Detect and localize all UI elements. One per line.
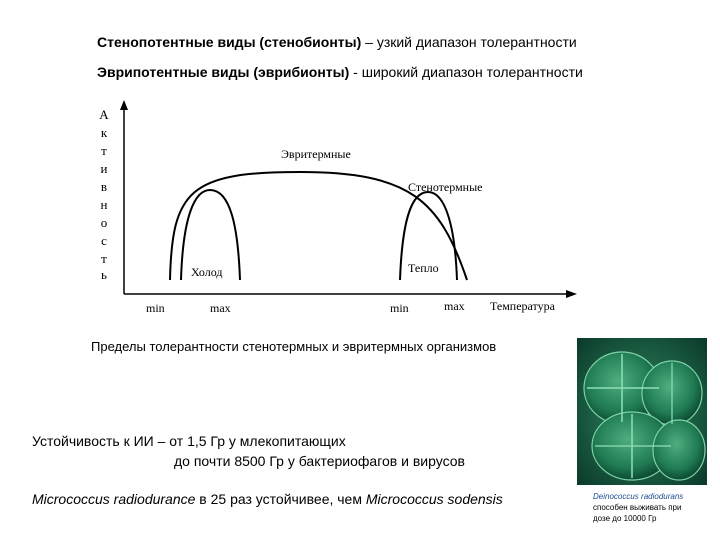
stenothermal-label: Стенотермные: [408, 180, 483, 194]
eury-term: Эврипотентные виды (эврибионты): [97, 64, 350, 80]
diagram-caption: Пределы толерантности стенотермных и эвритермных организмов: [91, 339, 497, 354]
steno-term: Стенопотентные виды (стенобионты): [97, 34, 362, 50]
micrococcus-radiodurance: Micrococcus radiodurance: [32, 491, 196, 507]
caption-species: Deinococcus radiodurans: [593, 492, 684, 501]
caption-line-2: способен выживать при: [593, 503, 682, 512]
x-axis-label: Температура: [490, 299, 555, 313]
tick-min-cold: min: [146, 301, 165, 315]
eury-description: - широкий диапазон толерантности: [349, 64, 583, 80]
eurythermal-label: Эвритермные: [281, 147, 351, 161]
y-letter: ь: [101, 267, 107, 282]
cold-label: Холод: [191, 265, 223, 279]
micrococcus-comparison: [32, 491, 503, 507]
resistance-line-2: до почти 8500 Гр у бактериофагов и вирусов: [174, 453, 465, 469]
y-letter: А: [99, 107, 109, 122]
micrograph-caption: [593, 491, 713, 524]
y-letter: о: [100, 215, 108, 230]
y-letter: н: [100, 197, 108, 212]
tick-max-warm: max: [444, 299, 465, 313]
caption-line-3: дозе до 10000 Гр: [593, 514, 657, 523]
tick-max-cold: max: [210, 301, 231, 315]
y-letter: т: [101, 143, 107, 158]
steno-description: – узкий диапазон толерантности: [361, 34, 577, 50]
comparison-text: в 25 раз устойчивее, чем: [195, 491, 366, 507]
cell-shape: [653, 420, 705, 480]
y-letter: к: [100, 125, 108, 140]
y-letter: в: [100, 179, 108, 194]
micrococcus-sodensis: Micrococcus sodensis: [365, 491, 503, 507]
y-letter: и: [100, 161, 108, 176]
micrograph-drawing: [577, 338, 707, 485]
y-axis-arrow: [120, 100, 128, 110]
y-letter: с: [101, 233, 107, 248]
x-axis-arrow: [566, 290, 577, 298]
deinococcus-micrograph: [577, 338, 707, 485]
y-axis-label: [99, 107, 109, 282]
warm-label: Тепло: [408, 261, 439, 275]
y-letter: т: [101, 251, 107, 266]
resistance-line-1: Устойчивость к ИИ – от 1,5 Гр у млекопитающих: [32, 433, 346, 449]
tick-min-warm: min: [390, 301, 409, 315]
